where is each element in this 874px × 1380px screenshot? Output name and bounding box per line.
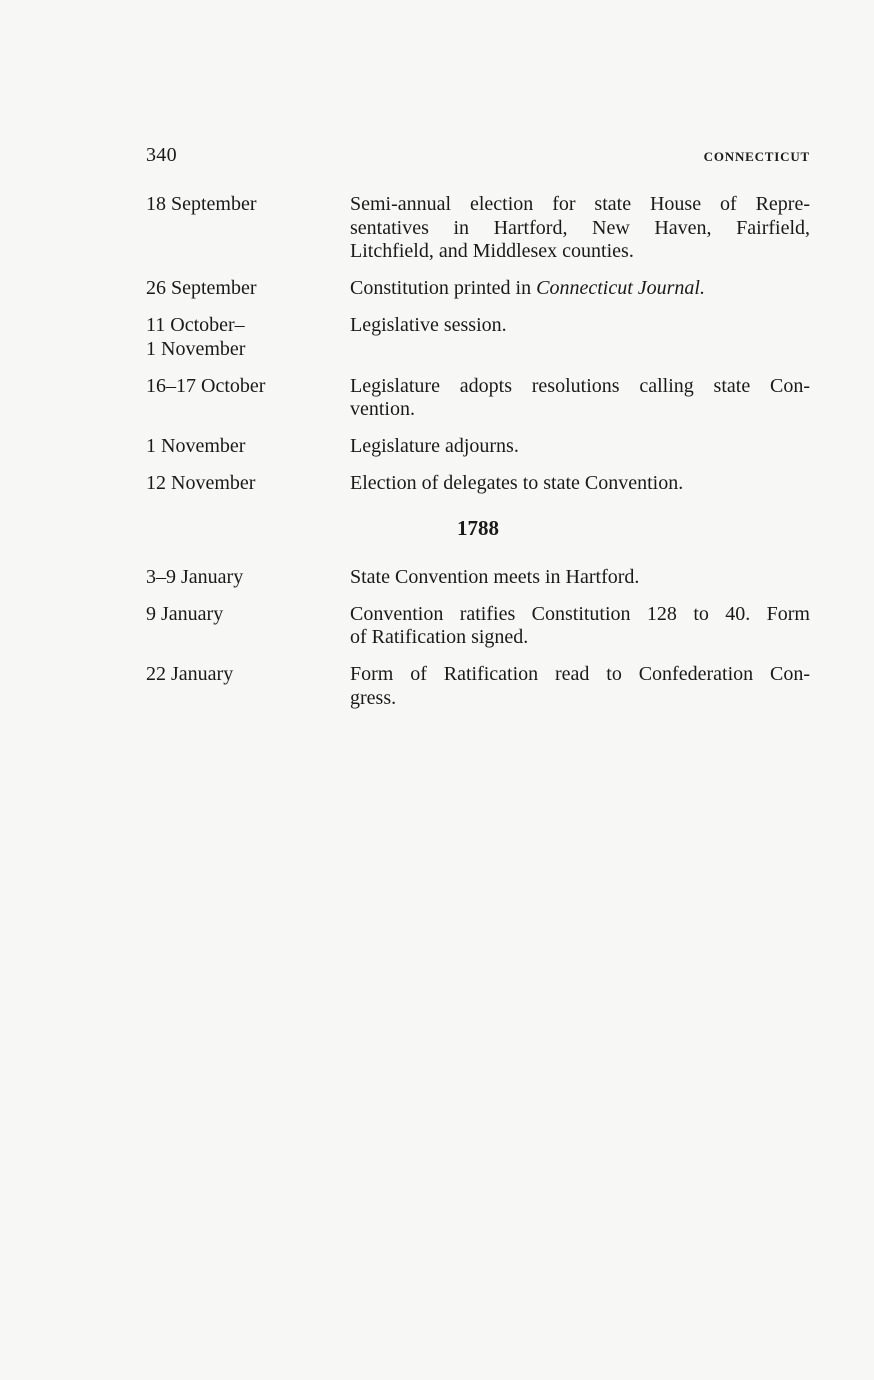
year-heading-text: 1788 <box>457 515 499 540</box>
entry-description <box>350 663 810 710</box>
entry-line: of Ratification signed. <box>350 626 529 648</box>
entry-line: Convention ratifies Constitution 128 to 40. Form <box>350 602 810 625</box>
entry-description: Legislature adjourns. <box>350 435 519 457</box>
chronology-entry <box>146 472 810 496</box>
entry-description <box>350 277 810 301</box>
entry-line: gress. <box>350 686 397 709</box>
entry-description <box>350 375 810 422</box>
section-title: CONNECTICUT <box>703 149 810 164</box>
entry-line: Litchfield, and Middlesex counties. <box>350 240 634 262</box>
chronology-entry <box>146 314 810 361</box>
entry-description <box>350 193 810 264</box>
newspaper-title: Connecticut Journal. <box>536 277 705 299</box>
entry-date: 18 September <box>146 193 257 215</box>
entry-description <box>350 603 810 650</box>
chronology-entry <box>146 566 810 590</box>
chronology-entry <box>146 375 810 422</box>
entry-line: Semi-annual election for state House of Repre- <box>350 193 810 215</box>
chronology-entry <box>146 435 810 459</box>
entry-description: State Convention meets in Hartford. <box>350 565 640 588</box>
entry-date: 26 September <box>146 277 257 299</box>
entry-date: 11 October– 1 November <box>146 314 246 360</box>
year-heading <box>146 516 810 541</box>
entry-date: 1 November <box>146 435 246 457</box>
chronology-entry <box>146 193 810 264</box>
entry-line: Legislature adopts resolutions calling state Con- <box>350 374 810 397</box>
chronology-1788 <box>146 566 810 711</box>
entry-description-text: Constitution printed in <box>350 277 537 299</box>
chronology-entry <box>146 663 810 710</box>
entry-line: sentatives in Hartford, New Haven, Fairfield, <box>350 216 810 239</box>
chronology-entry <box>146 603 810 650</box>
document-page <box>146 144 810 724</box>
chronology-entry <box>146 277 810 301</box>
entry-date: 22 January <box>146 663 234 685</box>
page-number: 340 <box>146 144 177 166</box>
chronology-1787 <box>146 193 810 496</box>
entry-date: 3–9 January <box>146 565 244 588</box>
entry-date: 16–17 October <box>146 374 266 397</box>
entry-line: Form of Ratification read to Confederation Con- <box>350 663 810 685</box>
entry-description: Election of delegates to state Convention. <box>350 472 684 494</box>
entry-date: 12 November <box>146 472 256 494</box>
entry-date: 9 January <box>146 602 224 625</box>
running-head <box>146 144 810 176</box>
entry-line: vention. <box>350 398 415 420</box>
entry-description: Legislative session. <box>350 314 507 336</box>
